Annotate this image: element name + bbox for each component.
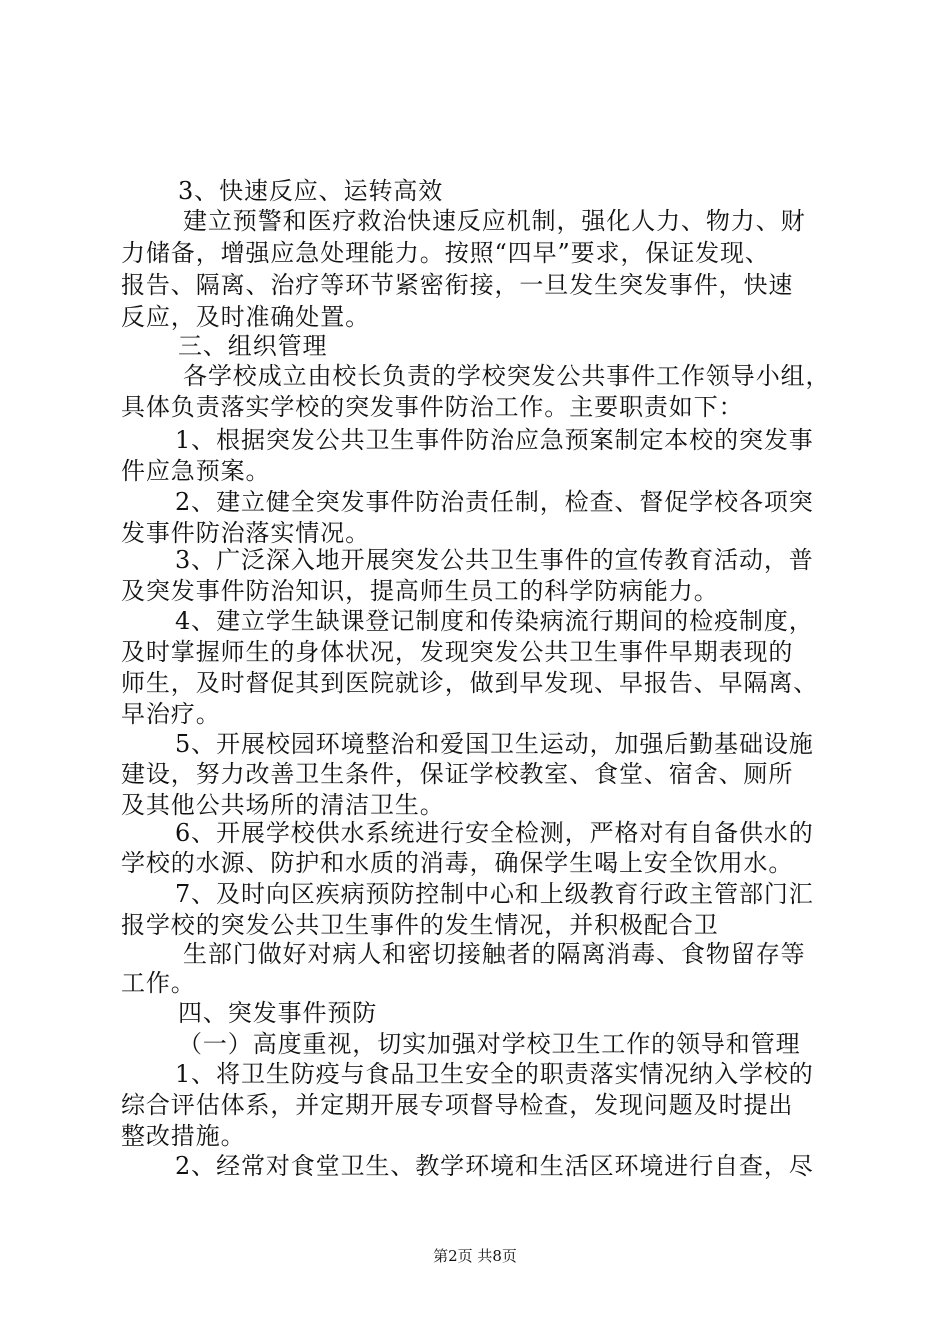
text-line: 2、建立健全突发事件防治责任制，检查、督促学校各项突 [175, 488, 814, 516]
text-line: 件应急预案。 [121, 457, 271, 485]
text-line: 及突发事件防治知识，提高师生员工的科学防病能力。 [121, 577, 719, 605]
text-line: 生部门做好对病人和密切接触者的隔离消毒、食物留存等 [183, 940, 806, 968]
text-line: 及时掌握师生的身体状况，发现突发公共卫生事件早期表现的 [121, 638, 794, 666]
text-line: 6、开展学校供水系统进行安全检测，严格对有自备供水的 [175, 819, 814, 847]
text-line: 3、快速反应、运转高效 [178, 177, 444, 205]
text-line: 报学校的突发公共卫生事件的发生情况，并积极配合卫 [121, 911, 719, 939]
text-line: 综合评估体系，并定期开展专项督导检查，发现问题及时提出 [121, 1091, 794, 1119]
text-line: 发事件防治落实情况。 [121, 519, 370, 547]
text-line: 早治疗。 [121, 700, 221, 728]
text-line: 师生，及时督促其到医院就诊，做到早发现、早报告、早隔离、 [121, 669, 819, 697]
text-line: 具体负责落实学校的突发事件防治工作。主要职责如下： [121, 393, 744, 421]
text-line: 反应，及时准确处置。 [121, 303, 370, 331]
text-line: 及其他公共场所的清洁卫生。 [121, 791, 445, 819]
text-line: 1、将卫生防疫与食品卫生安全的职责落实情况纳入学校的 [175, 1060, 814, 1088]
text-line: 各学校成立由校长负责的学校突发公共事件工作领导小组， [183, 362, 831, 390]
text-line: 7、及时向区疾病预防控制中心和上级教育行政主管部门汇 [175, 880, 814, 908]
text-line: 整改措施。 [121, 1122, 246, 1150]
section-heading: 三、组织管理 [178, 332, 328, 360]
text-line: 4、建立学生缺课登记制度和传染病流行期间的检疫制度， [175, 607, 814, 635]
text-line: 1、根据突发公共卫生事件防治应急预案制定本校的突发事 [175, 426, 814, 454]
section-heading: 四、突发事件预防 [178, 999, 378, 1027]
text-line: 建设，努力改善卫生条件，保证学校教室、食堂、宿舍、厕所 [121, 760, 794, 788]
subsection-heading: （一）高度重视，切实加强对学校卫生工作的领导和管理 [178, 1030, 801, 1058]
text-line: 工作。 [121, 969, 196, 997]
text-line: 5、开展校园环境整治和爱国卫生运动，加强后勤基础设施 [175, 730, 814, 758]
text-line: 力储备，增强应急处理能力。按照“四早”要求，保证发现、 [121, 239, 770, 267]
text-line: 建立预警和医疗救治快速反应机制，强化人力、物力、财 [183, 207, 806, 235]
text-line: 3、广泛深入地开展突发公共卫生事件的宣传教育活动，普 [175, 546, 814, 574]
page-footer: 第2页 共8页 [433, 1247, 517, 1265]
text-line: 2、经常对食堂卫生、教学环境和生活区环境进行自查，尽 [175, 1152, 814, 1180]
text-line: 报告、隔离、治疗等环节紧密衔接，一旦发生突发事件，快速 [121, 271, 794, 299]
text-line: 学校的水源、防护和水质的消毒，确保学生喝上安全饮用水。 [121, 849, 794, 877]
